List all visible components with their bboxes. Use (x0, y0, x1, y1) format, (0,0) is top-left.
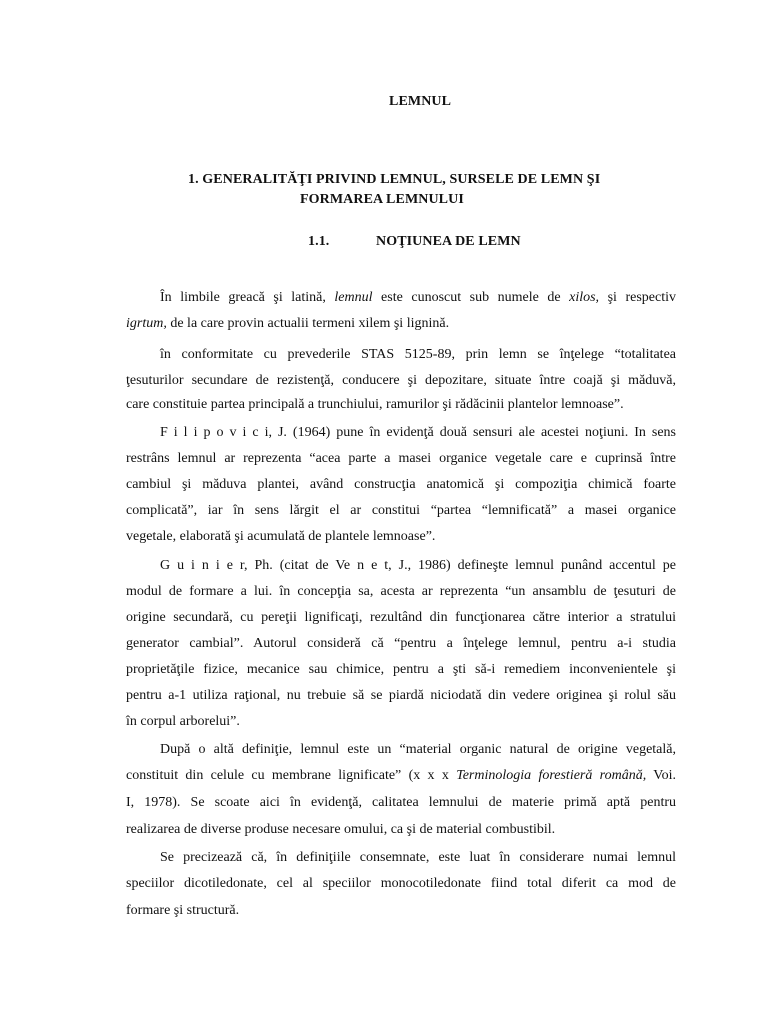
text-run: , J. (1964) pune în evidenţă două sensuri ale acestei noţiuni. In sens (268, 425, 677, 440)
text-run: În limbile greacă şi latină, (160, 290, 335, 305)
document-title: LEMNUL (389, 94, 452, 109)
paragraph-5-line-1: După o altă definiţie, lemnul este un “material organic natural de origine vegetală, (160, 742, 676, 757)
paragraph-1-line-2 (126, 316, 449, 332)
text-run: Voi. (646, 768, 676, 783)
chapter-title-line-2: FORMAREA LEMNULUI (300, 192, 464, 207)
chapter-title-line-1: 1. GENERALITĂŢI PRIVIND LEMNUL, SURSELE DE LEMN ŞI (188, 172, 601, 187)
paragraph-4-line-5: proprietăţile fizice, mecanice sau chimice, pentru a şti să-i remediem inconvenientele şi (126, 662, 676, 677)
author-name: F i l i p o v i c i (160, 425, 269, 440)
paragraph-4-line-2: modul de formare a lui. în concepţia sa, acesta ar reprezenta “un ansamblu de ţesuturi de (126, 584, 676, 599)
paragraph-1-line-1 (160, 290, 676, 306)
paragraph-6-line-2: speciilor dicotiledonate, cel al speciilor monocotiledonate fiind total diferit ca mod de (126, 876, 676, 891)
text-run: este cunoscut sub numele de (372, 290, 570, 305)
paragraph-2-line-1: în conformitate cu prevederile STAS 5125-89, prin lemn se înţelege “totalitatea (160, 347, 676, 362)
section-title: NOŢIUNEA DE LEMN (376, 234, 521, 249)
paragraph-6-line-1: Se precizează că, în definiţiile consemnate, este luat în considerare numai lemnul (160, 850, 676, 865)
text-run: constituit din celule cu membrane lignificate” (x x x (126, 768, 457, 783)
text-run: de la care provin actualii termeni xilem şi lignină. (166, 316, 450, 331)
paragraph-4-line-1 (160, 558, 676, 574)
paragraph-6-line-3: formare şi structură. (126, 903, 240, 918)
paragraph-5-line-3: I, 1978). Se scoate aici în evidenţă, calitatea lemnului de materie primă aptă pentru (126, 795, 676, 810)
italic-term: lemnul (334, 290, 373, 305)
paragraph-4-line-4: generator cambial”. Autorul consideră că “pentru a înţelege lemnul, pentru a-i studia (126, 636, 676, 651)
paragraph-3-line-5: vegetale, elaborată şi acumulată de plantele lemnoase”. (126, 529, 436, 544)
paragraph-4-line-3: origine secundară, cu pereţii lignificaţi, rezultând din funcţionarea către interior a stratului (126, 610, 676, 625)
paragraph-3-line-2: restrâns lemnul ar reprezenta “acea parte a masei organice vegetale care e cuprinsă între (126, 451, 676, 466)
paragraph-5-line-4: realizarea de diverse produse necesare omului, ca şi de material combustibil. (126, 822, 556, 837)
italic-term: igrtum, (126, 316, 167, 331)
paragraph-3-line-4: complicată”, iar în sens lărgit el ar constitui “partea “lemnificată” a masei organice (126, 503, 676, 518)
paragraph-3-line-1 (160, 425, 676, 441)
italic-citation: Terminologia forestieră română, (456, 768, 647, 783)
italic-term: xilos, (569, 290, 600, 305)
paragraph-3-line-3: cambiul şi măduva plantei, având construcţia anatomică şi compoziţia chimică foarte (126, 477, 676, 492)
paragraph-4-line-6: pentru a-1 utiliza raţional, nu trebuie să se piardă niciodată din vedere originea şi rolul său (126, 688, 676, 703)
text-run: , J., 1986) defineşte lemnul punând accentul pe (388, 558, 676, 573)
text-run: , Ph. (citat de (244, 558, 336, 573)
paragraph-2-line-3: care constituie partea principală a trunchiului, ramurilor şi rădăcinii plantelor lemnoase”. (126, 397, 624, 412)
author-name: Ve n e t (335, 558, 389, 573)
paragraph-4-line-7: în corpul arborelui”. (126, 714, 240, 729)
paragraph-5-line-2 (126, 768, 676, 784)
paragraph-2-line-2: ţesuturilor secundare de rezistenţă, conducere şi depozitare, situate între coajă şi măduvă, (126, 373, 676, 388)
text-run: şi respectiv (599, 290, 676, 305)
author-name: G u i n i e r (160, 558, 244, 573)
section-number: 1.1. (308, 234, 330, 249)
